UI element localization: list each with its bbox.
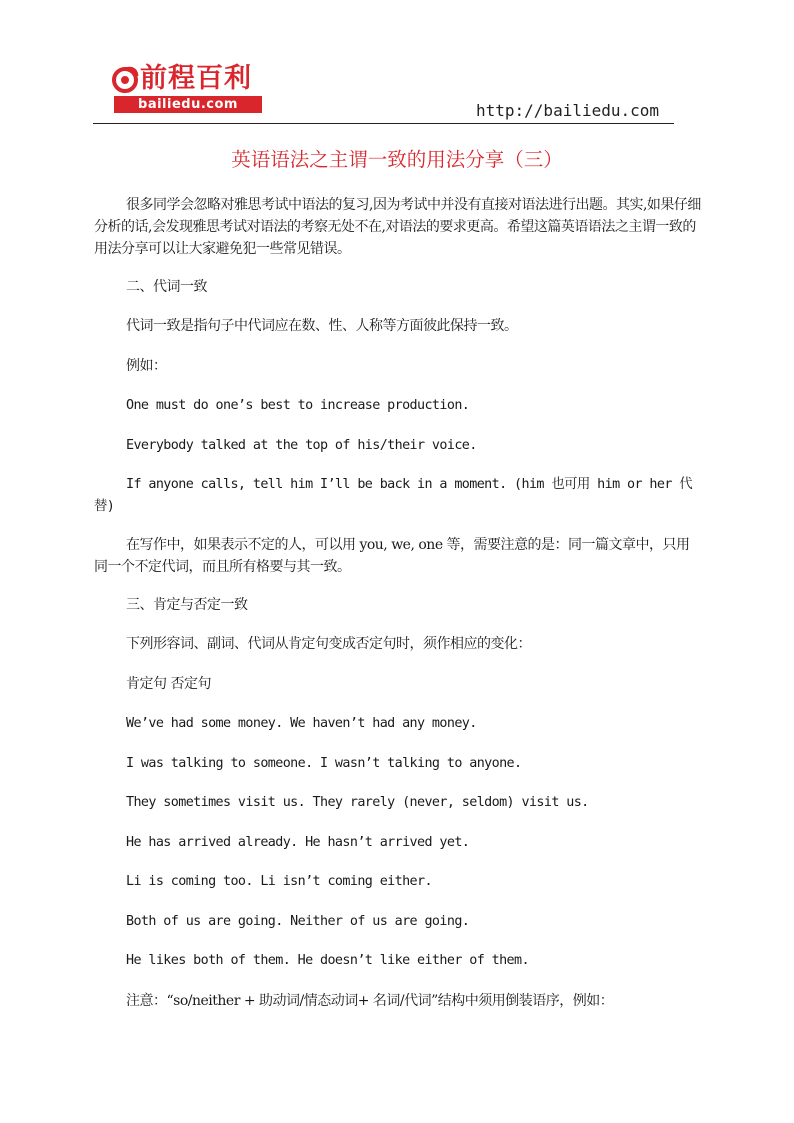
section-heading: 二、代词一致: [126, 279, 207, 295]
paragraph: 肯定句 否定句: [126, 676, 211, 692]
logo: [110, 62, 265, 114]
logo-swirl-icon: [110, 64, 140, 94]
paragraph: 在写作中，如果表示不定的人，可以用 you, we, one 等，需要注意的是：同一篇文章中，只用同一个不定代词，而且所有格要与其一致。: [94, 537, 690, 575]
example-sentence: Both of us are going. Neither of us are going.: [126, 914, 470, 929]
example-sentence: He has arrived already. He hasn’t arrived yet.: [126, 835, 470, 850]
paragraph: 例如：: [126, 358, 167, 374]
example-sentence: One must do one’s best to increase production.: [126, 398, 470, 413]
paragraph: 注意：“so/neither + 助动词/情态动词+ 名词/代词”结构中须用倒装语序，例如：: [126, 993, 614, 1009]
example-sentence: He likes both of them. He doesn’t like either of them.: [126, 953, 529, 968]
logo-domain: bailiedu.com: [114, 96, 262, 113]
header-divider: [93, 123, 674, 124]
paragraph: 代词一致是指句子中代词应在数、性、人称等方面彼此保持一致。: [126, 318, 518, 334]
logo-text: 前程百利: [140, 63, 252, 94]
document-title: 英语语法之主谓一致的用法分享（三）: [231, 148, 563, 171]
example-sentence: I was talking to someone. I wasn’t talking to anyone.: [126, 756, 522, 771]
paragraph: 下列形容词、副词、代词从肯定句变成否定句时，须作相应的变化：: [126, 636, 531, 652]
example-sentence: If anyone calls, tell him I’ll be back in a moment. (him 也可用 him or her 代替): [94, 477, 693, 514]
example-sentence: They sometimes visit us. They rarely (never, seldom) visit us.: [126, 795, 589, 810]
header-url[interactable]: http://bailiedu.com: [476, 101, 660, 120]
example-sentence: Li is coming too. Li isn’t coming either.: [126, 874, 432, 889]
section-heading: 三、肯定与否定一致: [126, 597, 248, 613]
intro-paragraph: 很多同学会忽略对雅思考试中语法的复习,因为考试中并没有直接对语法进行出题。其实,如果仔细分析的话,会发现雅思考试对语法的考察无处不在,对语法的要求更高。希望这篇英语语法之主谓一致的用法分享可以让大家避免犯一些常见错误。: [94, 197, 701, 257]
example-sentence: We’ve had some money. We haven’t had any money.: [126, 716, 477, 731]
example-sentence: Everybody talked at the top of his/their voice.: [126, 438, 477, 453]
